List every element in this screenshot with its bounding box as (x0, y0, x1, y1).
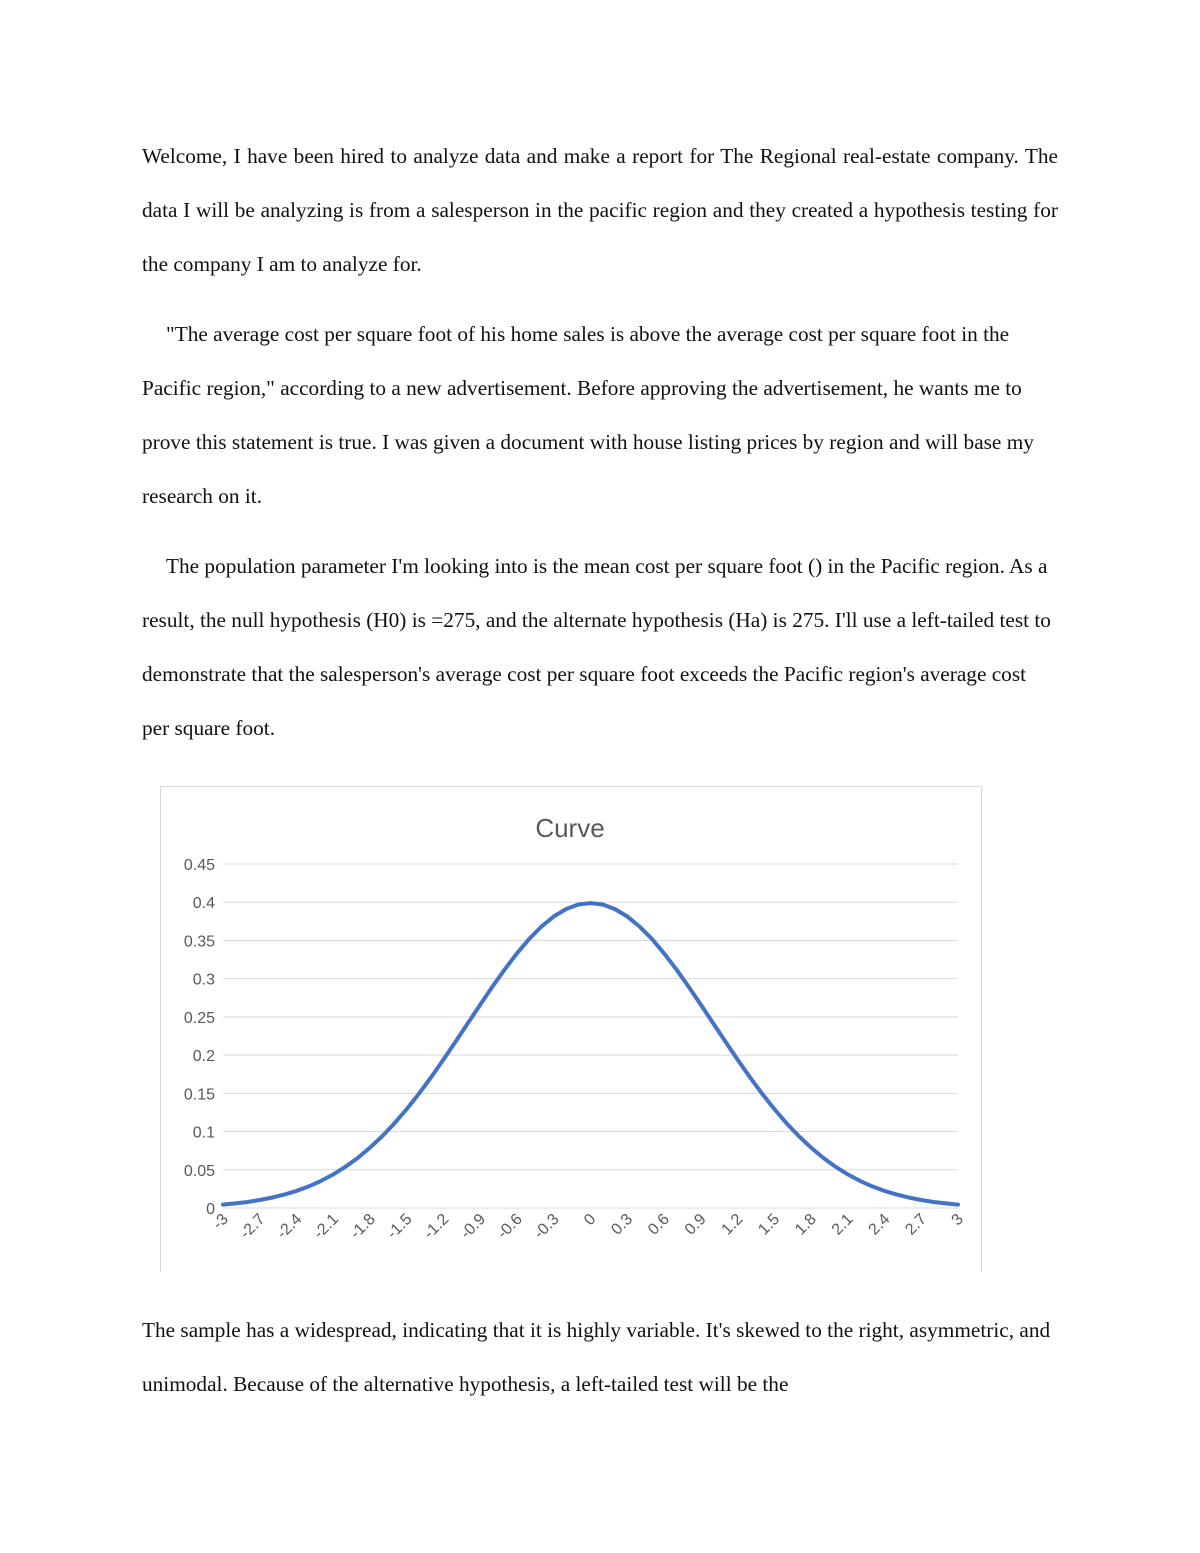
curve-chart (160, 786, 982, 1272)
y-tick-label: 0.35 (183, 933, 215, 951)
paragraph-advertisement: "The average cost per square foot of his home sales is above the average cost per square foot in the Pacific region," according to a new advertisement. Before approving the advertisement, he wants me to prove this statement is true. I was given a document with house listing prices by region and will base my research on it. (142, 322, 1034, 508)
y-tick-label: 0.3 (192, 971, 215, 989)
x-tick-label: -1.5 (384, 1210, 416, 1243)
x-tick-label: -2.1 (310, 1210, 343, 1243)
chart-svg (161, 787, 983, 1273)
x-tick-label: -2.4 (273, 1210, 306, 1243)
x-tick-label: 1.8 (792, 1210, 820, 1239)
x-tick-label: 2.7 (902, 1210, 931, 1239)
chart-gridlines (223, 864, 958, 1208)
y-tick-label: 0 (206, 1201, 215, 1218)
series-line (223, 903, 958, 1205)
x-tick-label: 1.2 (718, 1210, 747, 1239)
x-tick-label: 0 (581, 1210, 600, 1230)
x-axis-ticks (210, 1211, 967, 1243)
x-tick-label: 1.5 (755, 1210, 784, 1239)
chart-series (223, 903, 958, 1205)
y-tick-label: 0.05 (183, 1162, 215, 1180)
x-tick-label: -0.6 (494, 1210, 526, 1243)
x-tick-label: -3 (209, 1210, 232, 1233)
x-tick-label: 0.3 (608, 1210, 637, 1239)
x-tick-label: -2.7 (237, 1210, 269, 1243)
x-tick-label: 2.4 (865, 1210, 894, 1239)
y-tick-label: 0.25 (183, 1009, 215, 1027)
paragraph-sample-description: The sample has a widespread, indicating that it is highly variable. It's skewed to the right, asymmetric, and unimodal. Because of the alternative hypothesis, a left-tailed test will be the (142, 1318, 1051, 1396)
y-tick-label: 0.15 (183, 1086, 215, 1104)
y-tick-label: 0.1 (192, 1124, 215, 1142)
x-tick-label: 0.9 (681, 1210, 710, 1239)
paragraph-intro: Welcome, I have been hired to analyze data and make a report for The Regional real-estate company. The data I will be analyzing is from a salesperson in the pacific region and they created a hypothesis testing for the company I am to analyze for. (142, 144, 1058, 276)
y-tick-label: 0.4 (192, 895, 215, 913)
x-tick-label: 0.6 (645, 1210, 673, 1239)
x-tick-label: -0.9 (457, 1210, 490, 1243)
x-tick-label: -1.2 (420, 1210, 453, 1243)
x-tick-label: -1.8 (347, 1210, 379, 1243)
y-tick-label: 0.2 (192, 1048, 215, 1066)
chart-title: Curve (535, 813, 605, 843)
y-axis-ticks (184, 857, 215, 1218)
y-tick-label: 0.45 (183, 857, 215, 874)
x-tick-label: 3 (948, 1210, 967, 1230)
x-tick-label: 2.1 (828, 1210, 857, 1239)
paragraph-hypothesis: The population parameter I'm looking into is the mean cost per square foot () in the Pacific region. As a result, the null hypothesis (H0) is =275, and the alternate hypothesis (Ha) is 275. I'll use a left-tailed test to demonstrate that the salesperson's average cost per square foot exceeds the Pacific region's average cost per square foot. (142, 554, 1051, 740)
x-tick-label: -0.3 (531, 1210, 563, 1243)
